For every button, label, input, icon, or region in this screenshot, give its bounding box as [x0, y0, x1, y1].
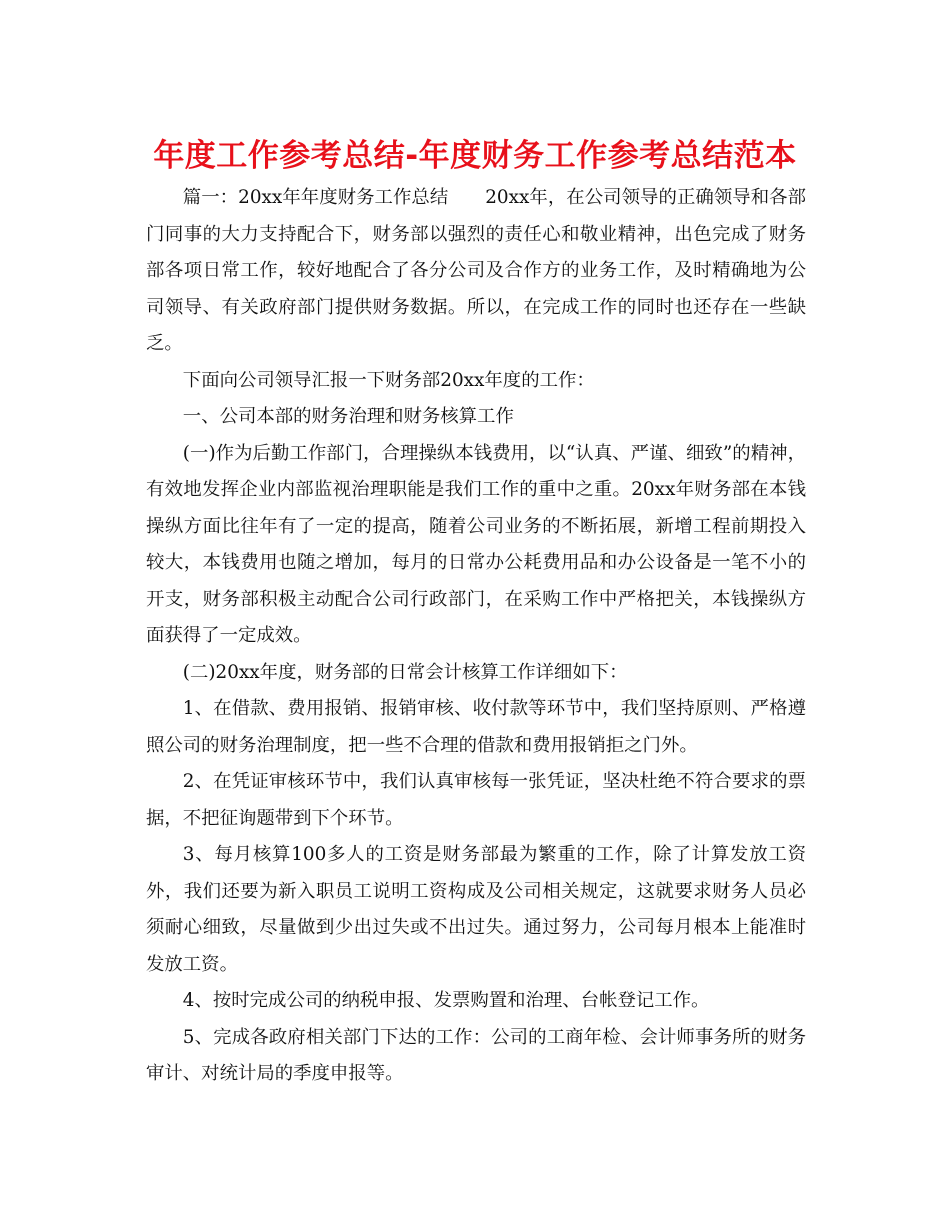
document-title: 年度工作参考总结-年度财务工作参考总结范本: [153, 138, 797, 174]
paragraph-report-lead: 下面向公司领导汇报一下财务部20xx年度的工作：: [182, 369, 595, 391]
list-item-2: 2、在凭证审核环节中，我们认真审核每一张凭证，坚决杜绝不符合要求的票据，不把征询题带到下个环节。: [146, 771, 806, 829]
list-item-5: 5、完成各政府相关部门下达的工作：公司的工商年检、会计师事务所的财务审计、对统计局的季度申报等。: [146, 1026, 806, 1084]
list-item-1: 1、在借款、费用报销、报销审核、收付款等环节中，我们坚持原则、严格遵照公司的财务治理制度，把一些不合理的借款和费用报销拒之门外。: [146, 698, 806, 756]
paragraph-accounting-lead: (二)20xx年度，财务部的日常会计核算工作详细如下：: [182, 661, 628, 683]
list-item-3: 3、每月核算100多人的工资是财务部最为繁重的工作，除了计算发放工资外，我们还要为新入职员工说明工资构成及公司相关规定，这就要求财务人员必须耐心细致，尽量做到少出过失或不出过失。通过努力，公司每月根本上能准时发放工资。: [146, 844, 806, 975]
list-item-4: 4、按时完成公司的纳税申报、发票购置和治理、台帐登记工作。: [182, 990, 710, 1011]
paragraph-cost-control: (一)作为后勤工作部门，合理操纵本钱费用，以“认真、严谨、细致”的精神，有效地发挥企业内部监视治理职能是我们工作的重中之重。20xx年财务部在本钱操纵方面比往年有了一定的提高，随着公司业务的不断拓展，新增工程前期投入较大，本钱费用也随之增加，每月的日常办公耗费用品和办公设备是一笔不小的开支，财务部积极主动配合公司行政部门，在采购工作中严格把关，本钱操纵方面获得了一定成效。: [146, 442, 806, 646]
section-heading-1: 一、公司本部的财务治理和财务核算工作: [182, 406, 514, 427]
paragraph-intro: 篇一：20xx年年度财务工作总结 20xx年，在公司领导的正确领导和各部门同事的大力支持配合下，财务部以强烈的责任心和敬业精神，出色完成了财务部各项日常工作，较好地配合了各分公司及合作方的业务工作，及时精确地为公司领导、有关政府部门提供财务数据。所以，在完成工作的同时也还存在一些缺乏。: [146, 187, 806, 354]
document-body: [146, 180, 806, 1093]
